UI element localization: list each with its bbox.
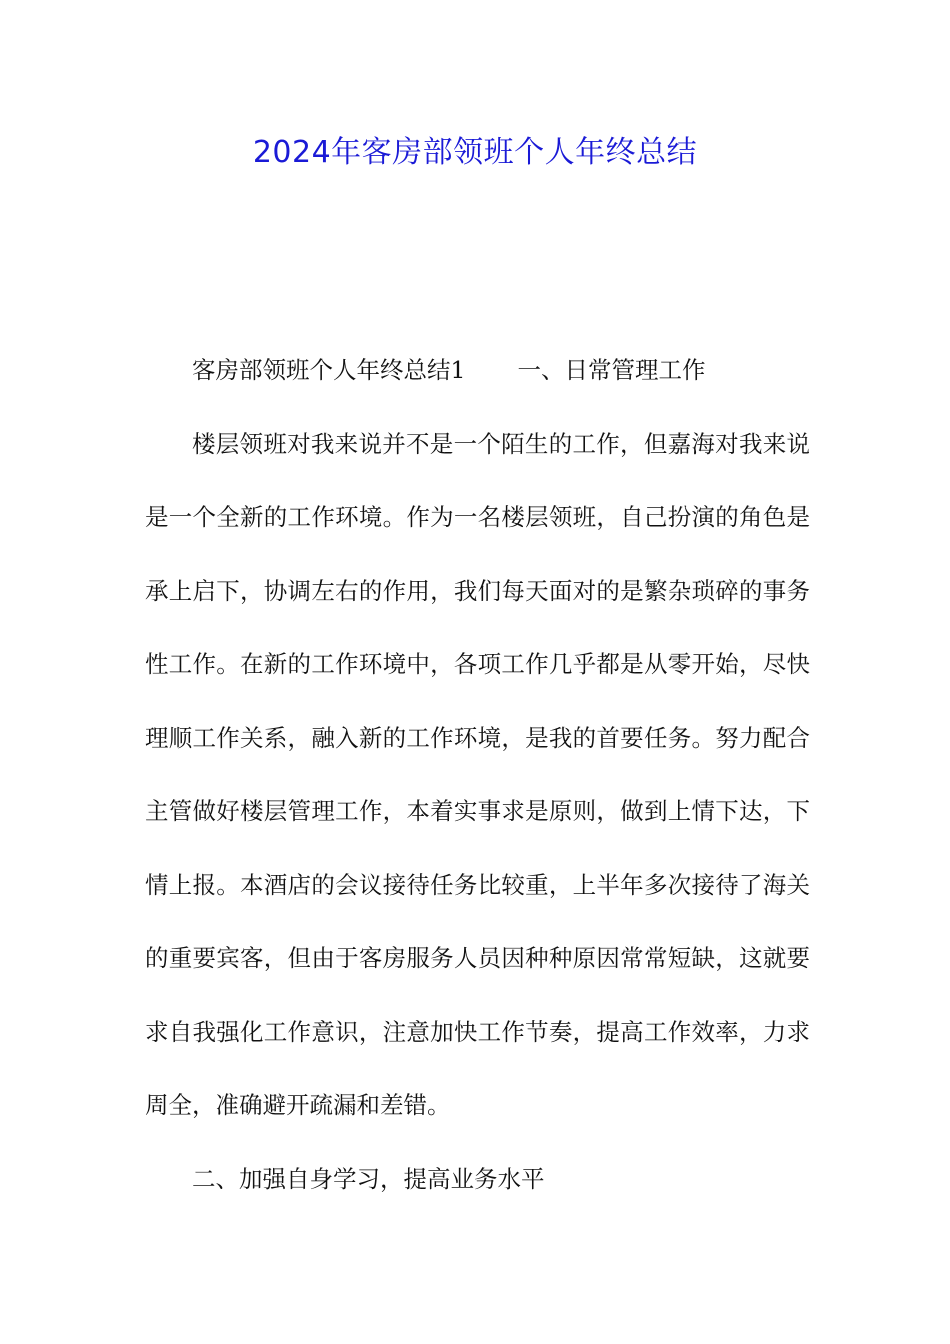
paragraph-body-1: 楼层领班对我来说并不是一个陌生的工作，但嘉海对我来说是一个全新的工作环境。作为一名楼层领班，自己扮演的角色是承上启下，协调左右的作用，我们每天面对的是繁杂琐碎的事务性工作。在新的工作环境中，各项工作几乎都是从零开始，尽快理顺工作关系，融入新的工作环境，是我的首要任务。努力配合主管做好楼层管理工作，本着实事求是原则，做到上情下达，下情上报。本酒店的会议接待任务比较重，上半年多次接待了海关的重要宾客，但由于客房服务人员因种种原因常常短缺，这就要求自我强化工作意识，注意加快工作节奏，提高工作效率，力求周全，准确避开疏漏和差错。 (145, 429, 810, 1119)
document-title: 2024年客房部领班个人年终总结 (252, 135, 698, 170)
paragraph-heading-1 (145, 334, 810, 408)
document-body (145, 334, 810, 1216)
section-label: 客房部领班个人年终总结1 (192, 356, 466, 384)
section-heading-2: 二、加强自身学习，提高业务水平 (192, 1164, 545, 1193)
section-heading-1: 一、日常管理工作 (517, 356, 706, 384)
